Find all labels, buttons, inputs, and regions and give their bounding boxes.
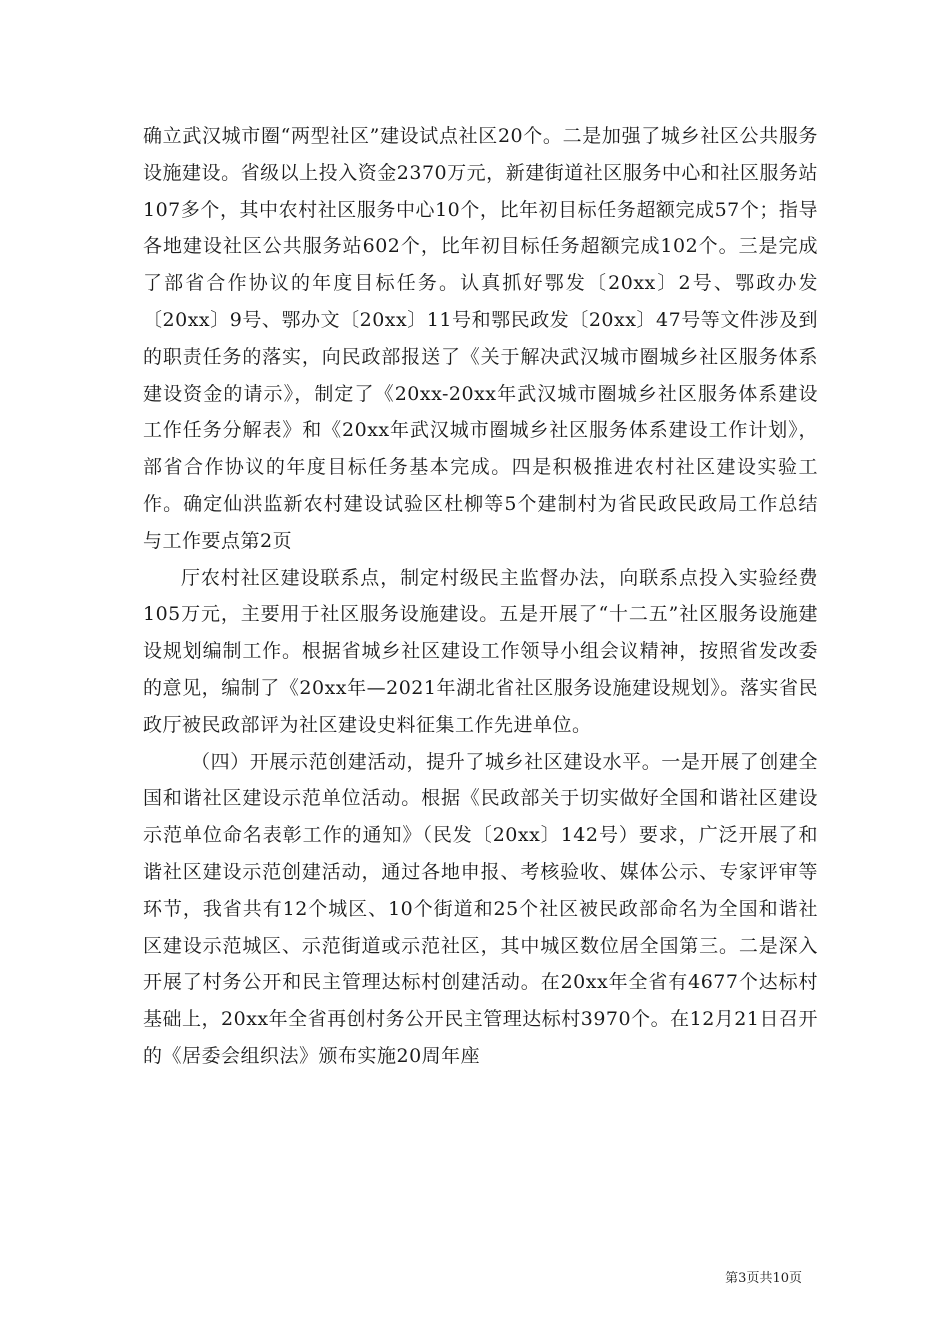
page-number-footer: 第3页共10页	[725, 1271, 802, 1286]
paragraph-1: 确立武汉城市圈“两型社区”建设试点社区20个。二是加强了城乡社区公共服务设施建设。省级以上投入资金2370万元，新建街道社区服务中心和社区服务站107多个，其中农村社区服务中心10个，比年初目标任务超额完成57个；指导各地建设社区公共服务站602个，比年初目标任务超额完成102个。三是完成了部省合作协议的年度目标任务。认真抓好鄂发〔20xx〕2号、鄂政办发〔20xx〕9号、鄂办文〔20xx〕11号和鄂民政发〔20xx〕47号等文件涉及到的职责任务的落实，向民政部报送了《关于解决武汉城市圈城乡社区服务体系建设资金的请示》，制定了《20xx-20xx年武汉城市圈城乡社区服务体系建设工作任务分解表》和《20xx年武汉城市圈城乡社区服务体系建设工作计划》，部省合作协议的年度目标任务基本完成。四是积极推进农村社区建设实验工作。确定仙洪监新农村建设试验区杜柳等5个建制村为省民政民政局工作总结与工作要点第2页	[143, 125, 818, 552]
document-body	[143, 118, 818, 1075]
paragraph-3: （四）开展示范创建活动，提升了城乡社区建设水平。一是开展了创建全国和谐社区建设示范单位活动。根据《民政部关于切实做好全国和谐社区建设示范单位命名表彰工作的通知》（民发〔20xx〕142号）要求，广泛开展了和谐社区建设示范创建活动，通过各地申报、考核验收、媒体公示、专家评审等环节，我省共有12个城区、10个街道和25个社区被民政部命名为全国和谐社区建设示范城区、示范街道或示范社区，其中城区数位居全国第三。二是深入开展了村务公开和民主管理达标村创建活动。在20xx年全省有4677个达标村基础上，20xx年全省再创村务公开民主管理达标村3970个。在12月21日召开的《居委会组织法》颁布实施20周年座	[143, 750, 818, 1067]
paragraph-2: 厅农村社区建设联系点，制定村级民主监督办法，向联系点投入实验经费105万元，主要用于社区服务设施建设。五是开展了“十二五”社区服务设施建设规划编制工作。根据省城乡社区建设工作领导小组会议精神，按照省发改委的意见，编制了《20xx年—2021年湖北省社区服务设施建设规划》。落实省民政厅被民政部评为社区建设史料征集工作先进单位。	[143, 566, 818, 736]
